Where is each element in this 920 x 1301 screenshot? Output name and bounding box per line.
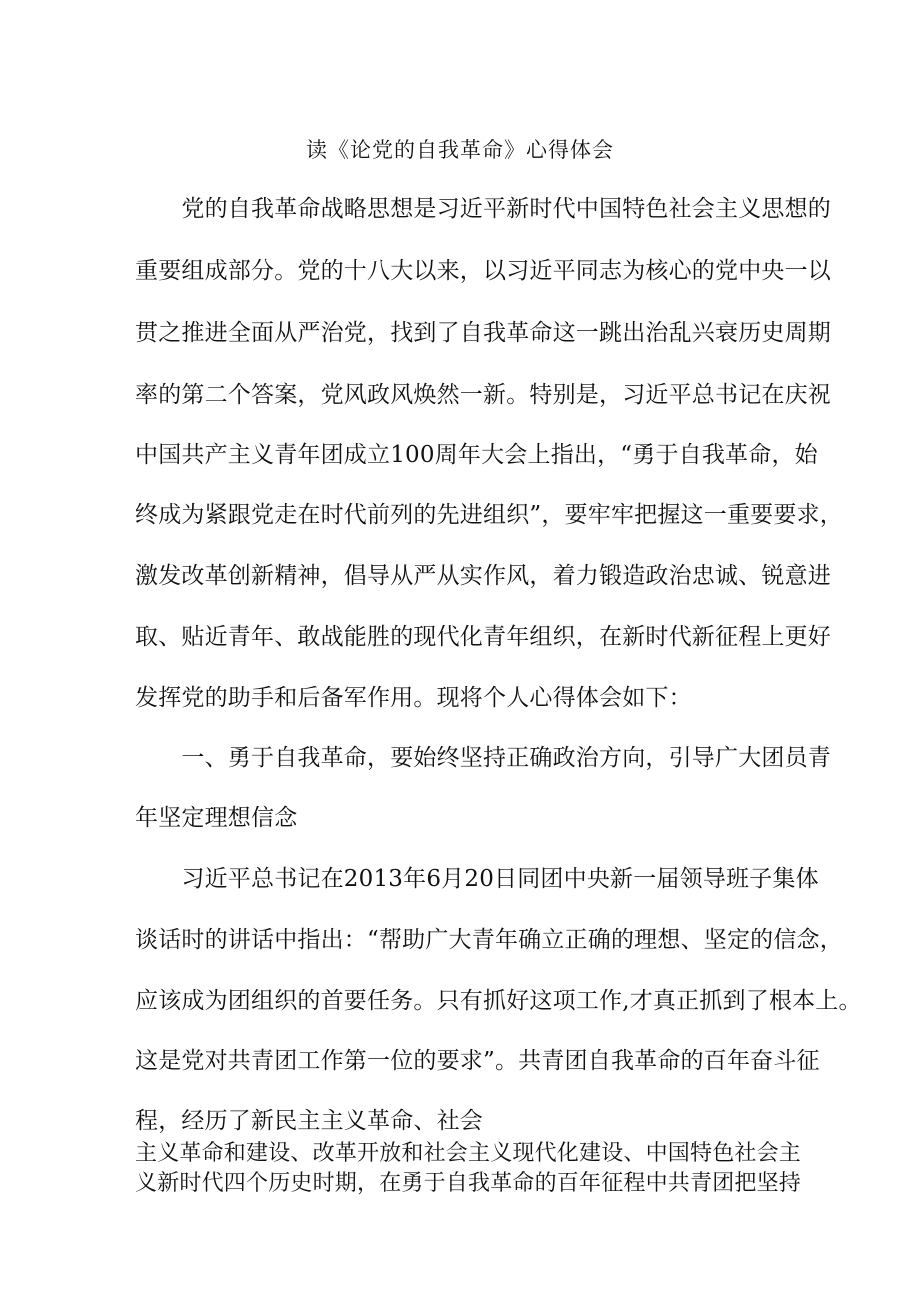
body-line: 习近平总书记在2013年6月20日同团中央新一届领导班子集体 (135, 866, 819, 892)
body-line: 发挥党的助手和后备军作用。现将个人心得体会如下： (135, 685, 692, 711)
section-heading-line: 年坚定理想信念 (135, 805, 298, 831)
body-line: 率的第二个答案，党风政风焕然一新。特别是，习近平总书记在庆祝 (135, 382, 831, 408)
body-line: 党的自我革命战略思想是习近平新时代中国特色社会主义思想的 (135, 196, 831, 222)
body-line: 取、贴近青年、敢战能胜的现代化青年组织，在新时代新征程上更好 (135, 624, 831, 650)
body-line: 终成为紧跟党走在时代前列的先进组织”，要牢牢把握这一重要要求， (135, 502, 843, 528)
body-line: 重要组成部分。党的十八大以来，以习近平同志为核心的党中央一以 (135, 258, 831, 284)
section-heading-line: 一、勇于自我革命，要始终坚持正确政治方向，引导广大团员青 (135, 745, 831, 771)
body-line: 激发改革创新精神，倡导从严从实作风，着力锻造政治忠诚、锐意进 (135, 563, 831, 589)
body-line: 中国共产主义青年团成立100周年大会上指出，“勇于自我革命，始 (135, 442, 818, 468)
body-line: 应该成为团组织的首要任务。只有抓好这项工作,才真正抓到了根本上。 (135, 988, 862, 1014)
body-line: 义新时代四个历史时期，在勇于自我革命的百年征程中共青团把坚持 (135, 1171, 802, 1196)
body-line: 贯之推进全面从严治党，找到了自我革命这一跳出治乱兴衰历史周期 (135, 320, 831, 346)
body-line: 谈话时的讲话中指出：“帮助广大青年确立正确的理想、坚定的信念， (135, 927, 843, 953)
document-title: 读《论党的自我革命》心得体会 (306, 138, 614, 162)
body-line: 程，经历了新民主主义革命、社会 (135, 1108, 483, 1134)
body-line: 主义革命和建设、改革开放和社会主义现代化建设、中国特色社会主 (135, 1141, 802, 1166)
body-line: 这是党对共青团工作第一位的要求”。共青团自我革命的百年奋斗征 (135, 1048, 820, 1074)
